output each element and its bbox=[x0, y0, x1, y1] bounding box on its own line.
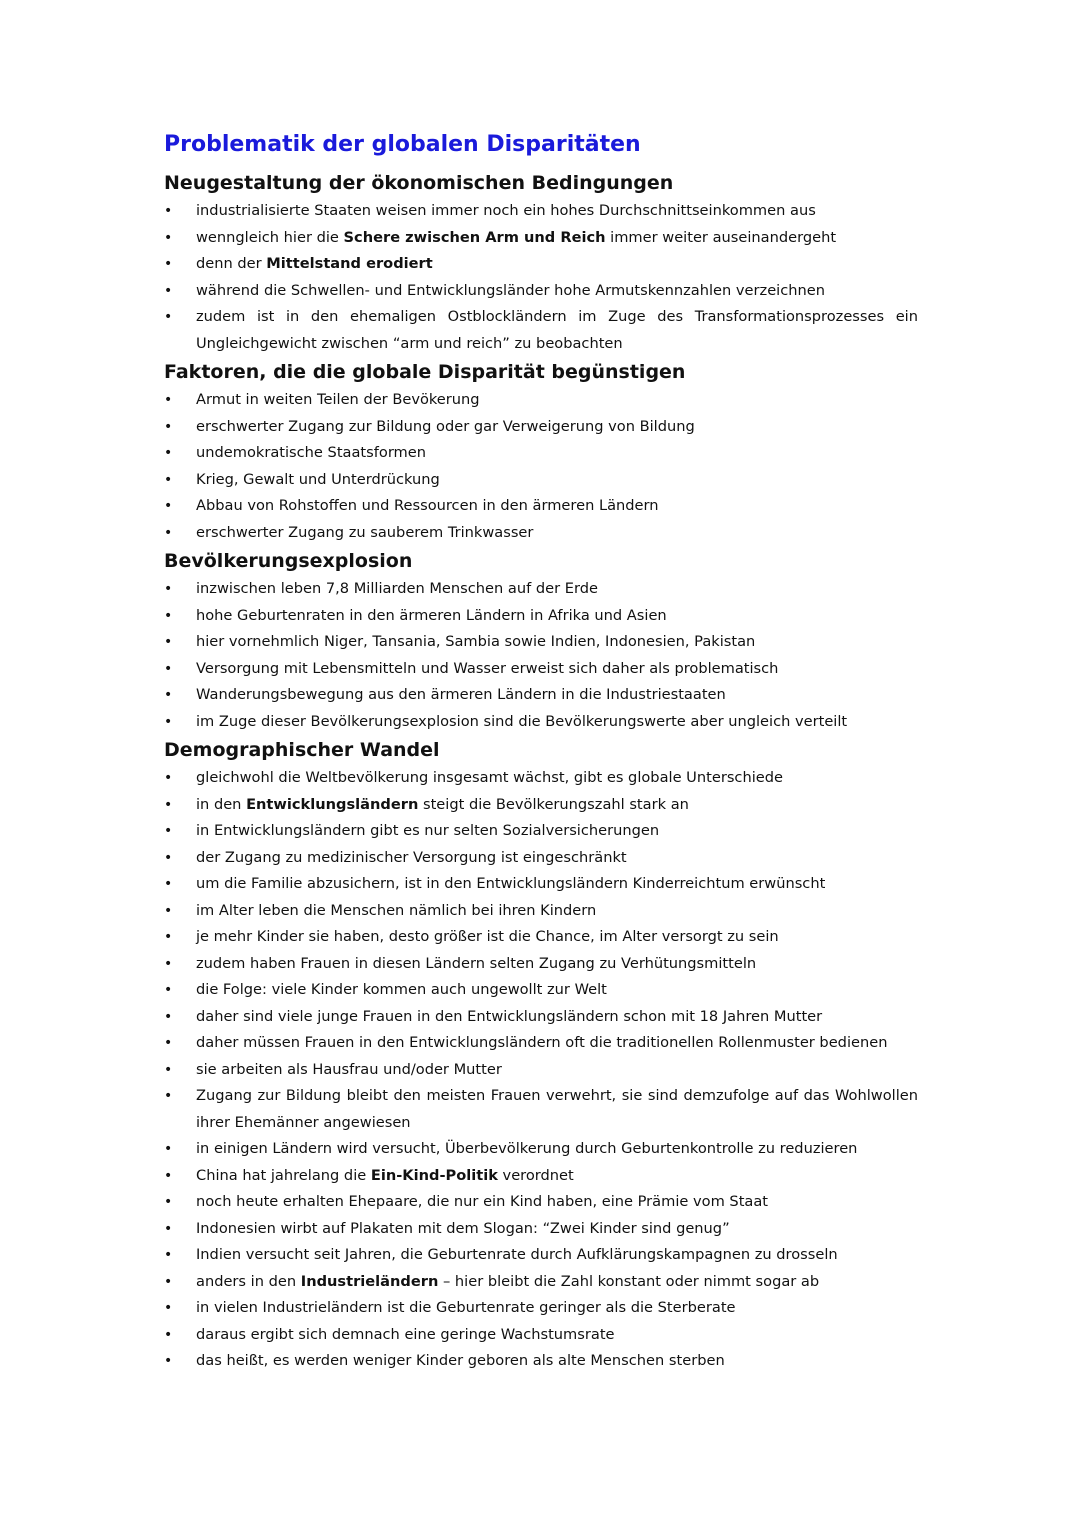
bullet-list bbox=[164, 387, 918, 546]
bold-text: Entwicklungsländern bbox=[246, 795, 419, 813]
list-item bbox=[164, 682, 918, 709]
list-item bbox=[164, 1295, 918, 1322]
text-segment: Wanderungsbewegung aus den ärmeren Ländern in die Industriestaaten bbox=[196, 686, 726, 703]
text-segment: erschwerter Zugang zur Bildung oder gar Verweigerung von Bildung bbox=[196, 417, 695, 435]
text-segment: daher sind viele junge Frauen in den Entwicklungsländern schon mit 18 Jahren Mutter bbox=[196, 1007, 823, 1025]
text-segment: anders in den bbox=[196, 1272, 301, 1290]
text-segment: undemokratische Staatsformen bbox=[196, 444, 427, 461]
list-item bbox=[164, 576, 918, 603]
list-item bbox=[164, 792, 918, 819]
list-item bbox=[164, 656, 918, 683]
bullet-list bbox=[164, 198, 918, 357]
list-item bbox=[164, 467, 918, 494]
list-item bbox=[164, 1057, 918, 1084]
text-segment: wenngleich hier die bbox=[196, 228, 344, 246]
text-segment: das heißt, es werden weniger Kinder geboren als alte Menschen sterben bbox=[196, 1352, 725, 1369]
section-heading: Bevölkerungsexplosion bbox=[164, 550, 413, 572]
list-item bbox=[164, 1083, 918, 1136]
bullet-list bbox=[164, 576, 918, 735]
text-segment: noch heute erhalten Ehepaare, die nur ein Kind haben, eine Prämie vom Staat bbox=[196, 1193, 769, 1210]
list-item bbox=[164, 924, 918, 951]
bold-text: Mittelstand erodiert bbox=[266, 255, 433, 272]
list-item bbox=[164, 440, 918, 467]
list-item bbox=[164, 1136, 918, 1163]
text-segment: zudem ist in den ehemaligen Ostblockländern im Zuge des Transformationsprozesses ein Ungleichgewicht zwischen “arm und reich” zu beobachten bbox=[196, 308, 918, 352]
section-heading: Neugestaltung der ökonomischen Bedingungen bbox=[164, 172, 674, 194]
list-item bbox=[164, 818, 918, 845]
text-segment: in einigen Ländern wird versucht, Überbevölkerung durch Geburtenkontrolle zu reduzieren bbox=[196, 1140, 858, 1157]
text-segment: industrialisierte Staaten weisen immer noch ein hohes Durchschnittseinkommen aus bbox=[196, 202, 816, 219]
text-segment: erschwerter Zugang zu sauberem Trinkwasser bbox=[196, 523, 534, 541]
list-item bbox=[164, 520, 918, 547]
text-segment: im Zuge dieser Bevölkerungsexplosion sind die Bevölkerungswerte aber ungleich verteilt bbox=[196, 712, 848, 730]
list-item bbox=[164, 1348, 918, 1375]
text-segment: sie arbeiten als Hausfrau und/oder Mutter bbox=[196, 1060, 502, 1078]
bold-text: Industrieländern bbox=[300, 1272, 439, 1290]
list-item bbox=[164, 251, 918, 278]
text-segment: verordnet bbox=[497, 1166, 574, 1184]
text-segment: Indonesien wirbt auf Plakaten mit dem Slogan: “Zwei Kinder sind genug” bbox=[196, 1219, 730, 1237]
text-segment: Indien versucht seit Jahren, die Geburtenrate durch Aufklärungskampagnen zu drosseln bbox=[196, 1246, 838, 1263]
text-segment: Versorgung mit Lebensmitteln und Wasser erweist sich daher als problematisch bbox=[196, 659, 779, 677]
list-item bbox=[164, 278, 918, 305]
text-segment: in Entwicklungsländern gibt es nur selten Sozialversicherungen bbox=[196, 822, 660, 839]
text-segment: im Alter leben die Menschen nämlich bei ihren Kindern bbox=[196, 901, 597, 919]
document-title: Problematik der globalen Disparitäten bbox=[164, 132, 641, 157]
text-segment: der Zugang zu medizinischer Versorgung ist eingeschränkt bbox=[196, 848, 627, 866]
text-segment: daher müssen Frauen in den Entwicklungsländern oft die traditionellen Rollenmuster bedienen bbox=[196, 1034, 888, 1051]
text-segment: Armut in weiten Teilen der Bevökerung bbox=[196, 391, 480, 408]
text-segment: zudem haben Frauen in diesen Ländern selten Zugang zu Verhütungsmitteln bbox=[196, 954, 757, 972]
text-segment: Zugang zur Bildung bleibt den meisten Frauen verwehrt, sie sind demzufolge auf das Wohlwollen ihrer Ehemänner angewiesen bbox=[196, 1087, 918, 1131]
text-segment: in vielen Industrieländern ist die Geburtenrate geringer als die Sterberate bbox=[196, 1299, 736, 1316]
text-segment: um die Familie abzusichern, ist in den Entwicklungsländern Kinderreichtum erwünscht bbox=[196, 875, 826, 892]
text-segment: Krieg, Gewalt und Unterdrückung bbox=[196, 470, 440, 488]
text-segment: in den bbox=[196, 795, 247, 813]
list-item bbox=[164, 1163, 918, 1190]
text-segment: denn der bbox=[196, 255, 267, 272]
list-item bbox=[164, 414, 918, 441]
text-segment: inzwischen leben 7,8 Milliarden Menschen auf der Erde bbox=[196, 580, 598, 597]
bold-text: Schere zwischen Arm und Reich bbox=[343, 228, 606, 246]
section-heading: Faktoren, die die globale Disparität begünstigen bbox=[164, 361, 686, 383]
text-segment: Abbau von Rohstoffen und Ressourcen in den ärmeren Ländern bbox=[196, 497, 659, 514]
text-segment: gleichwohl die Weltbevölkerung insgesamt wächst, gibt es globale Unterschiede bbox=[196, 769, 783, 786]
text-segment: immer weiter auseinandergeht bbox=[605, 228, 837, 246]
section-heading: Demographischer Wandel bbox=[164, 739, 440, 761]
list-item bbox=[164, 1269, 918, 1296]
list-item bbox=[164, 898, 918, 925]
text-segment: die Folge: viele Kinder kommen auch ungewollt zur Welt bbox=[196, 981, 607, 998]
list-item bbox=[164, 1322, 918, 1349]
bullet-list bbox=[164, 765, 918, 1375]
list-item bbox=[164, 765, 918, 792]
text-segment: daraus ergibt sich demnach eine geringe Wachstumsrate bbox=[196, 1325, 615, 1343]
list-item bbox=[164, 1189, 918, 1216]
list-item bbox=[164, 225, 918, 252]
document-body bbox=[164, 168, 918, 1375]
list-item bbox=[164, 629, 918, 656]
bold-text: Ein-Kind-Politik bbox=[370, 1166, 498, 1184]
list-item bbox=[164, 603, 918, 630]
text-segment: je mehr Kinder sie haben, desto größer ist die Chance, im Alter versorgt zu sein bbox=[196, 928, 779, 945]
list-item bbox=[164, 951, 918, 978]
list-item bbox=[164, 845, 918, 872]
text-segment: hohe Geburtenraten in den ärmeren Ländern in Afrika und Asien bbox=[196, 606, 667, 624]
list-item bbox=[164, 387, 918, 414]
list-item bbox=[164, 1004, 918, 1031]
list-item bbox=[164, 493, 918, 520]
text-segment: – hier bleibt die Zahl konstant oder nimmt sogar ab bbox=[438, 1272, 820, 1290]
list-item bbox=[164, 977, 918, 1004]
list-item bbox=[164, 1216, 918, 1243]
text-segment: hier vornehmlich Niger, Tansania, Sambia sowie Indien, Indonesien, Pakistan bbox=[196, 633, 756, 650]
list-item bbox=[164, 871, 918, 898]
text-segment: China hat jahrelang die bbox=[196, 1166, 371, 1184]
text-segment: steigt die Bevölkerungszahl stark an bbox=[418, 795, 689, 813]
list-item bbox=[164, 1030, 918, 1057]
list-item bbox=[164, 1242, 918, 1269]
list-item bbox=[164, 709, 918, 736]
list-item bbox=[164, 198, 918, 225]
text-segment: während die Schwellen- und Entwicklungsländer hohe Armutskennzahlen verzeichnen bbox=[196, 281, 825, 299]
list-item bbox=[164, 304, 918, 357]
document-page bbox=[164, 128, 918, 1375]
